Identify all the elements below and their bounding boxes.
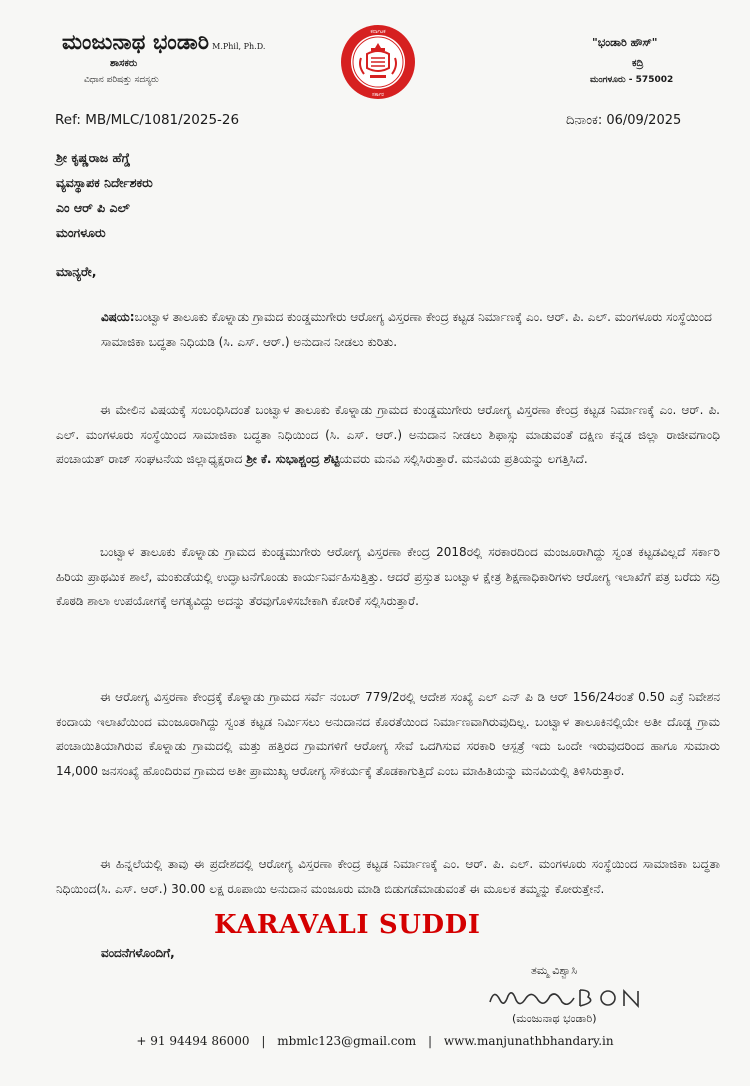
karnataka-seal-icon	[340, 24, 416, 100]
address-area: ಕದ್ರಿ	[632, 58, 644, 69]
closing-text: ವಂದನೆಗಳೊಂದಿಗೆ,	[101, 946, 175, 960]
para4-text: ಈ ಹಿನ್ನಲೆಯಲ್ಲಿ ತಾವು ಈ ಪ್ರದೇಶದಲ್ಲಿ ಆರೋಗ್ಯ ವಿಸ್ತರಣಾ ಕೇಂದ್ರ ಕಟ್ಟಡ ನಿರ್ಮಾಣಕ್ಕೆ ಎಂ. ಆರ್. ಪಿ. ಎಲ್. ಮಂಗಳೂರು ಸಂಸ್ಥೆಯಿಂದ ಸಾಮಾಜಿಕಾ ಬದ್ಧತಾ ನಿಧಿಯಿಂದ(ಸಿ. ಎಸ್. ಆರ್.) 30.00 ಲಕ್ಷ ರೂಪಾಯಿ ಅನುದಾನ ಮಂಜೂರು ಮಾಡಿ ಬಿಡುಗಡೆಮಾಡುವಂತೆ ಈ ಮೂಲಕ ತಮ್ಮನ್ನು ಕೋರುತ್ತೇನೆ.	[56, 857, 720, 896]
sender-name: ಮಂಜುನಾಥ ಭಂಡಾರಿ	[62, 30, 210, 54]
recipient-line: ವ್ಯವಸ್ಥಾಪಕ ನಿರ್ದೇಶಕರು	[56, 175, 153, 190]
body-paragraph-2	[56, 540, 720, 614]
watermark-text: KARAVALI SUDDI	[214, 910, 481, 940]
recipient-line: ಎಂ ಆರ್ ಪಿ ಎಲ್	[56, 200, 130, 215]
sender-council: ವಿಧಾನ ಪರಿಷತ್ತು ಸದಸ್ಯರು	[84, 75, 159, 85]
address-house: "ಭಂಡಾರಿ ಹೌಸ್"	[592, 36, 658, 49]
footer-phone: + 91 94494 86000	[136, 1034, 250, 1048]
subject-block	[101, 305, 721, 355]
footer-separator: |	[261, 1034, 266, 1048]
sender-degree: M.Phil, Ph.D.	[212, 42, 266, 51]
salutation: ಮಾನ್ಯರೇ,	[56, 264, 97, 279]
body-paragraph-1	[56, 398, 720, 472]
body-paragraph-3	[56, 685, 720, 783]
recipient-line: ಶ್ರೀ ಕೃಷ್ಣರಾಜ ಹೆಗ್ಡೆ	[56, 150, 131, 165]
yours-faithfully: ತಮ್ಮ ವಿಶ್ವಾಸಿ	[531, 964, 578, 977]
footer-email[interactable]: mbmlc123@gmail.com	[277, 1034, 417, 1048]
seal-text-top: ಕರ್ನಾಟಕ	[370, 29, 386, 35]
letterhead-name-block	[62, 30, 265, 55]
address-city: ಮಂಗಳೂರು - 575002	[590, 75, 674, 85]
signature-icon	[484, 982, 664, 1012]
para1-text: ಈ ಮೇಲಿನ ವಿಷಯಕ್ಕೆ ಸಂಬಂಧಿಸಿದಂತೆ ಬಂಟ್ವಾಳ ತಾಲೂಕು ಕೊಳ್ನಾಡು ಗ್ರಾಮದ ಕುಂಡ್ಡಮುಗೇರು ಆರೋಗ್ಯ ವಿಸ್ತರಣಾ ಕೇಂದ್ರ ಕಟ್ಟಡ ನಿರ್ಮಾಣಕ್ಕೆ ಎಂ. ಆರ್. ಪಿ. ಎಲ್. ಮಂಗಳೂರು ಸಂಸ್ಥೆಯಿಂದ ಸಾಮಾಜಿಕಾ ಬದ್ಧತಾ ನಿಧಿಯಿಂದ (ಸಿ. ಎಸ್. ಆರ್.) ಅನುದಾನ ನೀಡಲು ಶಿಫಾಸ್ಸು ಮಾಡುವಂತೆ ದಕ್ಷಿಣ ಕನ್ನಡ ಜಿಲ್ಲಾ ರಾಜೀವಗಾಂಧಿ ಪಂಚಾಯತ್ ರಾಜ್ ಸಂಘಟನೆಯ ಜಿಲ್ಲಾಧ್ಯಕ್ಷರಾದ	[56, 403, 720, 466]
para1-text-end: ಯವರು ಮನವಿ ಸಲ್ಲಿಸಿರುತ್ತಾರೆ. ಮನವಿಯ ಪ್ರತಿಯನ್ನು ಲಗತ್ತಿಸಿದೆ.	[339, 452, 588, 466]
para2-text: ಬಂಟ್ವಾಳ ತಾಲೂಕು ಕೊಳ್ನಾಡು ಗ್ರಾಮದ ಕುಂಡ್ಡಮುಗೇರು ಆರೋಗ್ಯ ವಿಸ್ತರಣಾ ಕೇಂದ್ರ 2018ರಲ್ಲಿ ಸರಕಾರದಿಂದ ಮಂಜೂರಾಗಿದ್ದು ಸ್ವಂತ ಕಟ್ಟಡವಿಲ್ಲದೆ ಸರ್ಕಾರಿ ಹಿರಿಯ ಪ್ರಾಥಮಿಕ ಶಾಲೆ, ಮಂಕುಡೆಯಲ್ಲಿ ಉದ್ಘಾಟನೆಗೊಂಡು ಕಾರ್ಯನಿರ್ವಹಿಸುತ್ತಿತ್ತು. ಆದರೆ ಪ್ರಸ್ತುತ ಬಂಟ್ವಾಳ ಕ್ಷೇತ್ರ ಶಿಕ್ಷಣಾಧಿಕಾರಿಗಳು ಆರೋಗ್ಯ ಇಲಾಖೆಗೆ ಪತ್ರ ಬರೆದು ಸದ್ರಿ ಕೊಠಡಿ ಶಾಲಾ ಉಪಯೋಗಕ್ಕೆ ಅಗತ್ಯವಿದ್ದು ಅದನ್ನು ತೆರವುಗೊಳಿಸಬೇಕಾಗಿ ಕೋರಿಕೆ ಸಲ್ಲಿಸಿರುತ್ತಾರೆ.	[56, 545, 720, 608]
letter-date: ದಿನಾಂಕ: 06/09/2025	[566, 113, 682, 128]
sender-role: ಶಾಸಕರು	[110, 58, 138, 69]
signatory-name: (ಮಂಜುನಾಥ ಭಂಡಾರಿ)	[512, 1012, 597, 1025]
recipient-line: ಮಂಗಳೂರು	[56, 225, 106, 240]
footer-separator: |	[427, 1034, 433, 1048]
reference-number: Ref: MB/MLC/1081/2025-26	[55, 112, 240, 128]
seal-text-bottom: ಸರ್ಕಾರ	[372, 92, 384, 98]
body-paragraph-4	[56, 852, 720, 901]
para3-text: ಈ ಆರೋಗ್ಯ ವಿಸ್ತರಣಾ ಕೇಂದ್ರಕ್ಕೆ ಕೊಳ್ನಾಡು ಗ್ರಾಮದ ಸರ್ವೆ ನಂಬರ್ 779/2ರಲ್ಲಿ ಆದೇಶ ಸಂಖ್ಯೆ ಎಲ್ ಎನ್ ಪಿ ಡಿ ಆರ್ 156/24ರಂತೆ 0.50 ಎಕ್ರೆ ನಿವೇಶನ ಕಂದಾಯ ಇಲಾಖೆಯಿಂದ ಮಂಜೂರಾಗಿದ್ದು ಸ್ವಂತ ಕಟ್ಟಡ ನಿರ್ಮಿಸಲು ಅನುದಾನದ ಕೊರತೆಯಿಂದ ನಿರ್ಮಾಣವಾಗಿರುವುದಿಲ್ಲ. ಬಂಟ್ವಾಳ ತಾಲೂಕಿನಲ್ಲಿಯೇ ಅತೀ ದೊಡ್ಡ ಗ್ರಾಮ ಪಂಚಾಯಿತಿಯಾಗಿರುವ ಕೊಳ್ನಾಡು ಗ್ರಾಮದಲ್ಲಿ ಮತ್ತು ಹತ್ತಿರದ ಗ್ರಾಮಗಳಿಗೆ ಆರೋಗ್ಯ ಸೇವೆ ಒದಗಿಸುವ ಸರಕಾರಿ ಆಸ್ಪತ್ರೆ ಇದು ಒಂದೇ ಇರುವುದರಿಂದ ಹಾಗೂ ಸುಮಾರು 14,000 ಜನಸಂಖ್ಯೆ ಹೊಂದಿರುವ ಗ್ರಾಮದ ಅತೀ ಪ್ರಾಮುಖ್ಯ ಆರೋಗ್ಯ ಸೌಕರ್ಯಕ್ಕೆ ತೊಡಕಾಗುತ್ತಿದೆ ಎಂಬ ಮಾಹಿತಿಯನ್ನು ಮನವಿಯಲ್ಲಿ ತಿಳಿಸಿರುತ್ತಾರೆ.	[56, 690, 720, 778]
subject-text: ಬಂಟ್ವಾಳ ತಾಲೂಕು ಕೊಳ್ನಾಡು ಗ್ರಾಮದ ಕುಂಡ್ಡಮುಗೇರು ಆರೋಗ್ಯ ವಿಸ್ತರಣಾ ಕೇಂದ್ರ ಕಟ್ಟಡ ನಿರ್ಮಾಣಕ್ಕೆ ಎಂ. ಆರ್. ಪಿ. ಎಲ್. ಮಂಗಳೂರು ಸಂಸ್ಥೆಯಿಂದ ಸಾಮಾಜಿಕಾ ಬದ್ಧತಾ ನಿಧಿಯಡಿ (ಸಿ. ಎಸ್. ಆರ್.) ಅನುದಾನ ನೀಡಲು ಕುರಿತು.	[101, 310, 712, 349]
requester-name: ಶ್ರೀ ಕೆ. ಸುಭಾಶ್ಚಂದ್ರ ಶೆಟ್ಟಿ	[246, 452, 340, 466]
footer-website[interactable]: www.manjunathbhandary.in	[443, 1034, 614, 1048]
subject-label: ವಿಷಯ:	[101, 310, 135, 324]
footer-contact	[0, 1034, 750, 1048]
